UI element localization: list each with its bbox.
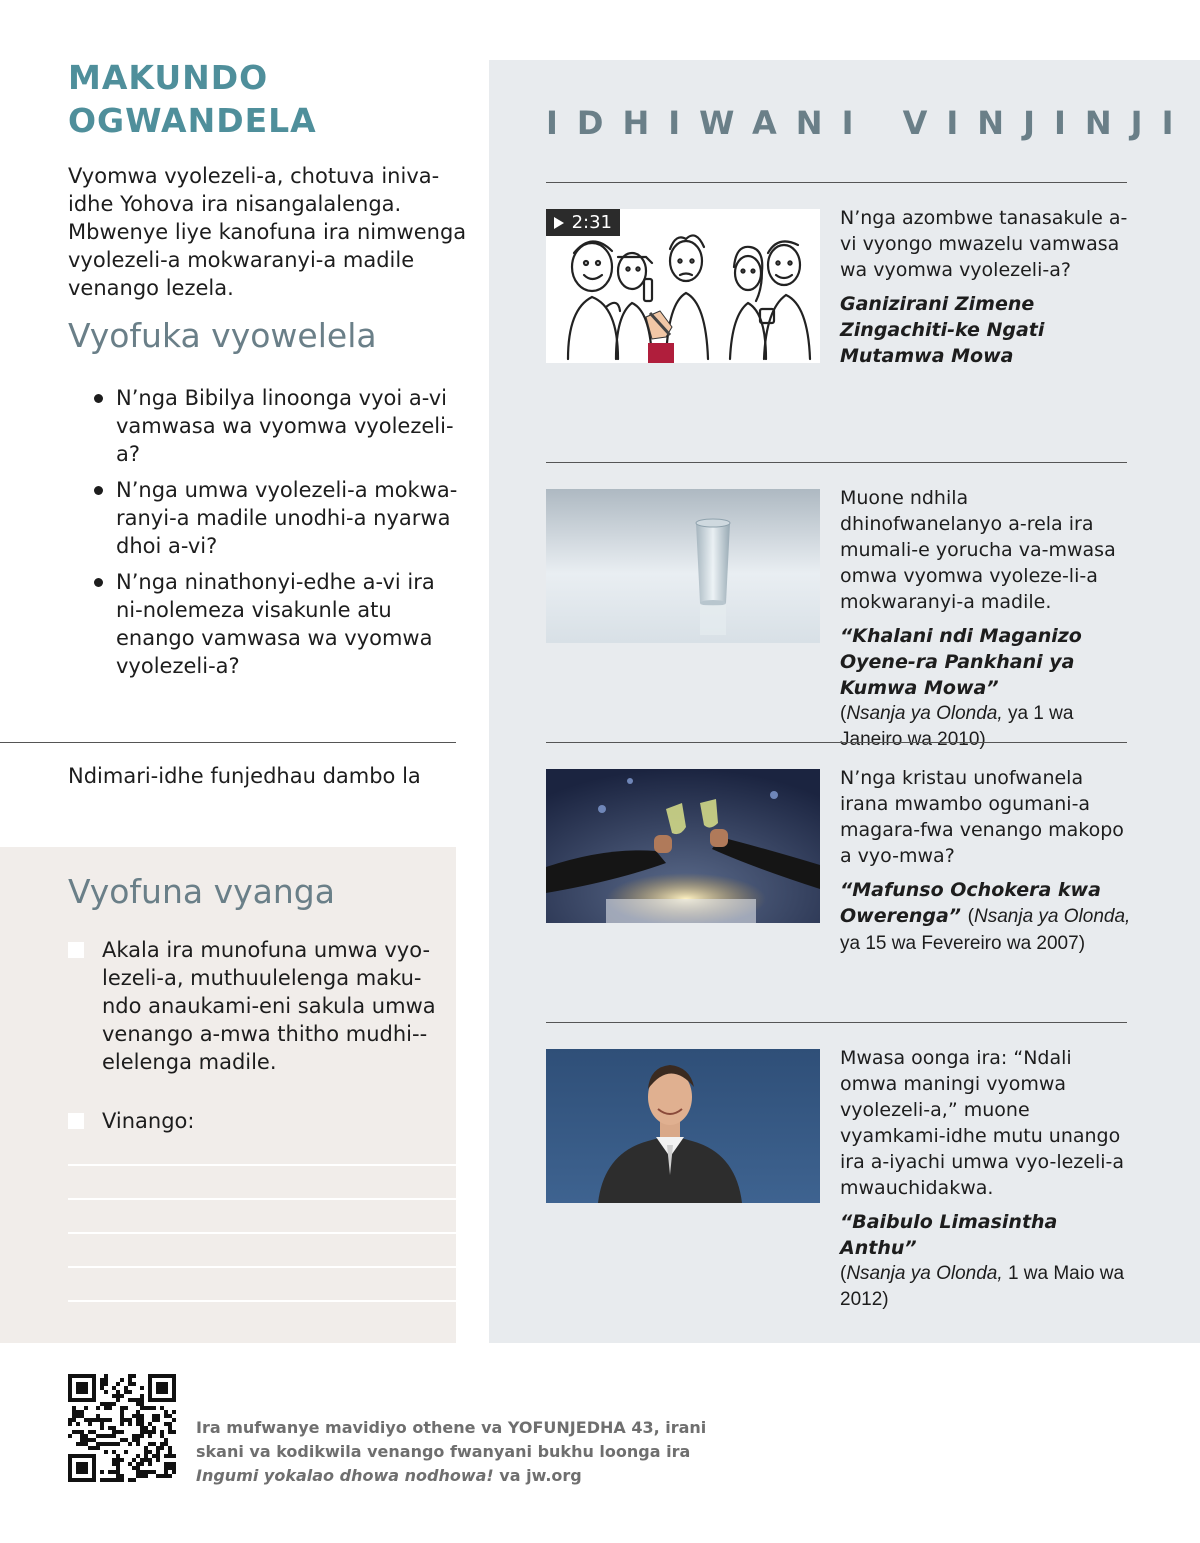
explore-entry [840, 205, 1132, 369]
questions-list [92, 384, 462, 688]
footer-site[interactable]: va jw.org [499, 1466, 582, 1485]
summary-title-line-2: OGWANDELA [68, 101, 317, 140]
entry-reference: (Nsanja ya Olonda, 1 wa Maio wa 2012) [840, 1263, 1125, 1310]
goal-item [68, 936, 438, 1076]
summary-text: Vyomwa vyolezeli-a, chotuva iniva-idhe Yohova ira nisangalalenga. Mbwenye liye kanofuna ira nimwenga vyolezeli-a mokwaranyi-a madile venango lezela. [68, 164, 467, 300]
writing-line[interactable] [68, 1300, 456, 1302]
play-icon [554, 217, 564, 229]
glass-image [546, 489, 820, 643]
goal-checkbox[interactable] [68, 1113, 84, 1129]
entry-description: Mwasa oonga ira: “Ndali omwa maningi vyomwa vyolezeli-a,” muone vyamkami-idhe mutu unango ira a-iyachi umwa vyo-lezeli-a mwauchidakwa. [840, 1047, 1125, 1199]
explore-entry [840, 1045, 1132, 1313]
footer-lesson-ref: YOFUNJEDHA 43, [507, 1418, 660, 1437]
explore-entry [840, 485, 1132, 753]
toast-image [546, 769, 820, 923]
reference-source: Nsanja ya Olonda, [974, 906, 1131, 927]
footer-line-1-suffix: irani [665, 1418, 707, 1437]
divider [546, 742, 1127, 743]
portrait-photo[interactable] [546, 1049, 820, 1203]
divider [546, 182, 1127, 183]
goals-box [0, 847, 456, 1343]
footer-line-1-prefix: Ira mufwanye mavidiyo othene va [196, 1418, 503, 1437]
divider [546, 462, 1127, 463]
qr-code[interactable] [68, 1374, 176, 1482]
publication-title[interactable]: “Mafunso Ochokera kwa Owerenga” [840, 879, 1101, 927]
entry-description: N’nga kristau unofwanela irana mwambo ogumani-a magara-fwa venango makopo a vyo-mwa? [840, 767, 1124, 867]
footer-book-title: Ingumi yokalao dhowa nodhowa! [196, 1466, 494, 1485]
question-item: N’nga ninathonyi-edhe a-vi ira ni-nolemeza visakunle atu enango vamwasa wa vyomwa vyolezeli-a? [92, 568, 462, 680]
questions-title: Vyofuka vyowelela [68, 316, 377, 355]
footer-line-1 [196, 1416, 716, 1440]
video-duration-badge [546, 209, 620, 236]
summary-title [68, 56, 448, 142]
reference-source: Nsanja ya Olonda, [846, 703, 1003, 724]
entry-reference: (Nsanja ya Olonda, ya 1 wa Janeiro wa 2010) [840, 703, 1074, 750]
video-duration: 2:31 [571, 212, 612, 233]
qr-code-icon [68, 1374, 176, 1482]
entry-publication[interactable]: “Khalani ndi Maganizo Oyene-ra Pankhani ya Kumwa Mowa” [840, 625, 1082, 699]
entry-description: N’nga azombwe tanasakule a-vi vyongo mwazelu vamwasa wa vyomwa vyolezeli-a? [840, 207, 1128, 281]
question-item: N’nga Bibilya linoonga vyoi a-vi vamwasa wa vyomwa vyolezeli-a? [92, 384, 462, 468]
divider [546, 1022, 1127, 1023]
entry-publication[interactable]: Ganizirani Zimene Zingachiti-ke Ngati Mutamwa Mowa [840, 293, 1045, 367]
explore-entry [840, 765, 1132, 957]
footer-line-2: skani va kodikwila venango fwanyani bukhu loonga ira [196, 1442, 691, 1461]
goals-title: Vyofuna vyanga [68, 872, 335, 911]
reference-date: ya 1 wa Janeiro wa 2010) [840, 703, 1074, 750]
progress-label: Ndimari-idhe funjedhau dambo la [68, 764, 421, 788]
goal-text: Akala ira munofuna umwa vyo-lezeli-a, muthuulelenga maku-ndo anaukami-eni sakula umwa venango a-mwa thitho mudhi--elelenga madile. [102, 938, 436, 1074]
goal-checkbox[interactable] [68, 942, 84, 958]
entry-publication[interactable]: “Baibulo Limasintha Anthu” [840, 1211, 1058, 1259]
explore-title: IDHIWANI VINJINJI [546, 104, 1193, 142]
question-item: N’nga umwa vyolezeli-a mokwa-ranyi-a madile unodhi-a nyarwa dhoi a-vi? [92, 476, 462, 560]
writing-line[interactable] [68, 1266, 456, 1268]
goal-text: Vinango: [102, 1109, 195, 1133]
footer-note [196, 1416, 716, 1488]
portrait-image [546, 1049, 820, 1203]
reference-date: ya 15 wa Fevereiro wa 2007) [840, 933, 1086, 954]
writing-line[interactable] [68, 1164, 456, 1166]
divider [0, 742, 456, 743]
goal-item [68, 1107, 438, 1135]
reference-date: 1 wa Maio wa 2012) [840, 1263, 1125, 1310]
video-thumbnail[interactable] [546, 209, 820, 363]
writing-line[interactable] [68, 1198, 456, 1200]
writing-line[interactable] [68, 1232, 456, 1234]
reference-source: Nsanja ya Olonda, [846, 1263, 1003, 1284]
entry-description: Muone ndhila dhinofwanelanyo a-rela ira mumali-e yorucha va-mwasa omwa vyomwa vyoleze-li-a mokwaranyi-a madile. [840, 487, 1116, 613]
summary-title-line-1: MAKUNDO [68, 58, 269, 97]
glass-photo[interactable] [546, 489, 820, 643]
entry-publication[interactable]: “Mafunso Ochokera kwa Owerenga” (Nsanja ya Olonda, ya 15 wa Fevereiro wa 2007) [840, 879, 1131, 954]
toast-photo[interactable] [546, 769, 820, 923]
footer-line-3 [196, 1464, 716, 1488]
